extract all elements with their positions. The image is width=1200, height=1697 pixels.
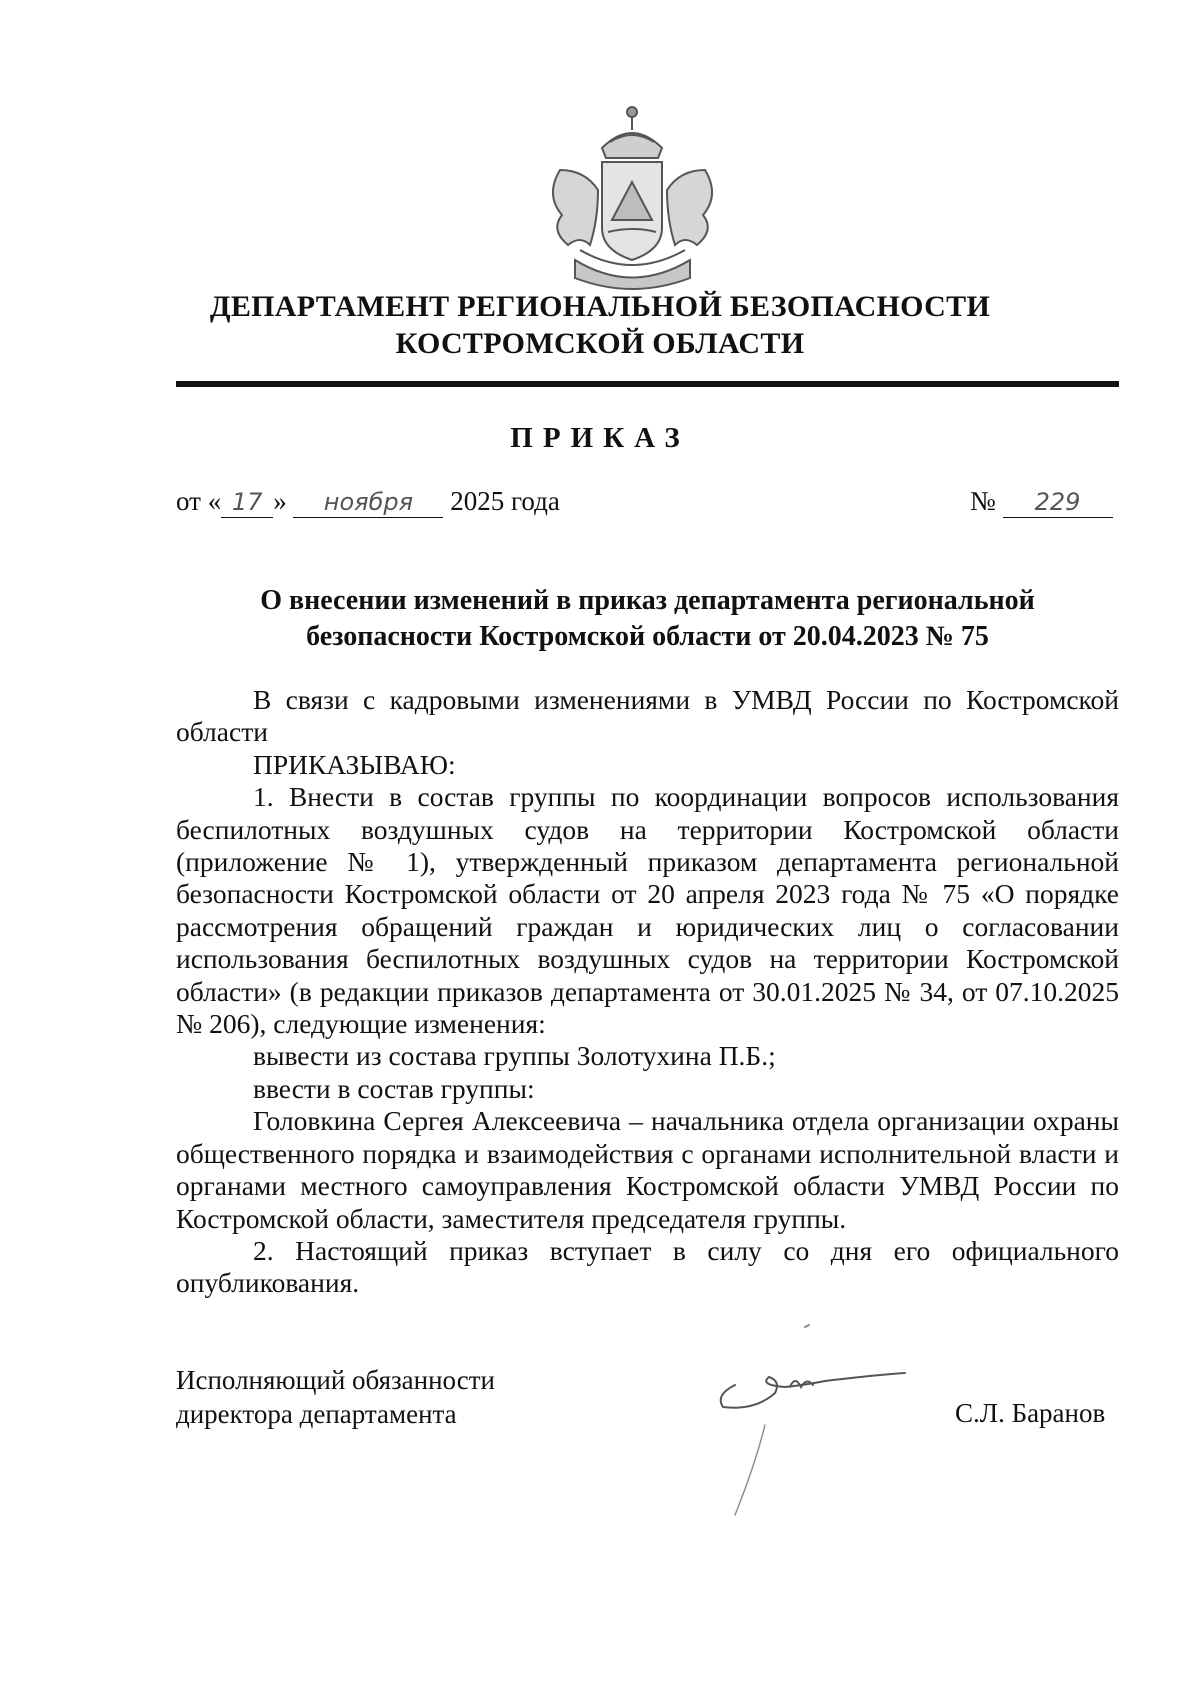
subject-line1: О внесении изменений в приказ департамента региональной	[260, 585, 1035, 616]
signatory-title-line2: директора департамента	[176, 1399, 457, 1429]
number-field	[1003, 486, 1113, 518]
date-prefix: от «	[176, 486, 222, 516]
remove-member-paragraph: вывести из состава группы Золотухина П.Б.;	[253, 1040, 776, 1072]
add-member-intro: ввести в состав группы:	[253, 1072, 535, 1104]
order-subject	[176, 583, 1119, 655]
date-year: 2025 года	[450, 486, 560, 516]
coat-of-arms-icon	[540, 100, 725, 300]
intro-paragraph: В связи с кадровыми изменениями в УМВД России по Костромской области	[176, 684, 1119, 748]
order-number	[970, 486, 1113, 518]
order-word: ПРИКАЗЫВАЮ:	[253, 748, 456, 780]
header-divider	[176, 381, 1119, 387]
item-2-paragraph: 2. Настоящий приказ вступает в силу со дня его официального опубликования.	[176, 1234, 1119, 1299]
number-label: №	[970, 486, 996, 516]
order-date	[176, 486, 560, 518]
subject-line2: безопасности Костромской области от 20.04.2023 № 75	[306, 621, 989, 652]
add-member-paragraph: Головкина Сергея Алексеевича – начальника отдела организации охраны общественного порядка и взаимодействия с органами исполнительной власти и органами местного самоуправления Костромской области УМВД России по Костромской области, заместителя председателя группы.	[176, 1105, 1119, 1234]
number-handwritten: 229	[1034, 488, 1081, 516]
organization-name-line2: КОСТРОМСКОЙ ОБЛАСТИ	[395, 327, 805, 360]
signatory-title-line1: Исполняющий обязанности	[176, 1365, 495, 1395]
date-month-handwritten: ноября	[323, 488, 414, 516]
document-type-title: ПРИКАЗ	[510, 422, 690, 454]
date-day-field	[221, 486, 273, 518]
handwritten-signature-icon	[695, 1315, 925, 1525]
date-mid: »	[273, 486, 287, 516]
signatory-title	[176, 1363, 495, 1431]
date-day-handwritten: 17	[231, 488, 263, 516]
order-body	[176, 684, 1119, 1300]
item-1-paragraph: 1. Внести в состав группы по координации вопросов использования беспилотных воздушных судов на территории Костромской области (приложение № 1), утвержденный приказом департамента региональной безопасности Костромской области от 20 апреля 2023 года № 75 «О порядке рассмотрения обращений граждан и юридических лиц о согласовании использования беспилотных воздушных судов на территории Костромской области» (в редакции приказов департамента от 30.01.2025 № 34, от 07.10.2025 № 206), следующие изменения:	[176, 781, 1119, 1040]
signatory-name: С.Л. Баранов	[955, 1398, 1106, 1428]
organization-name-line1: ДЕПАРТАМЕНТ РЕГИОНАЛЬНОЙ БЕЗОПАСНОСТИ	[209, 290, 991, 323]
date-month-field	[293, 486, 443, 518]
